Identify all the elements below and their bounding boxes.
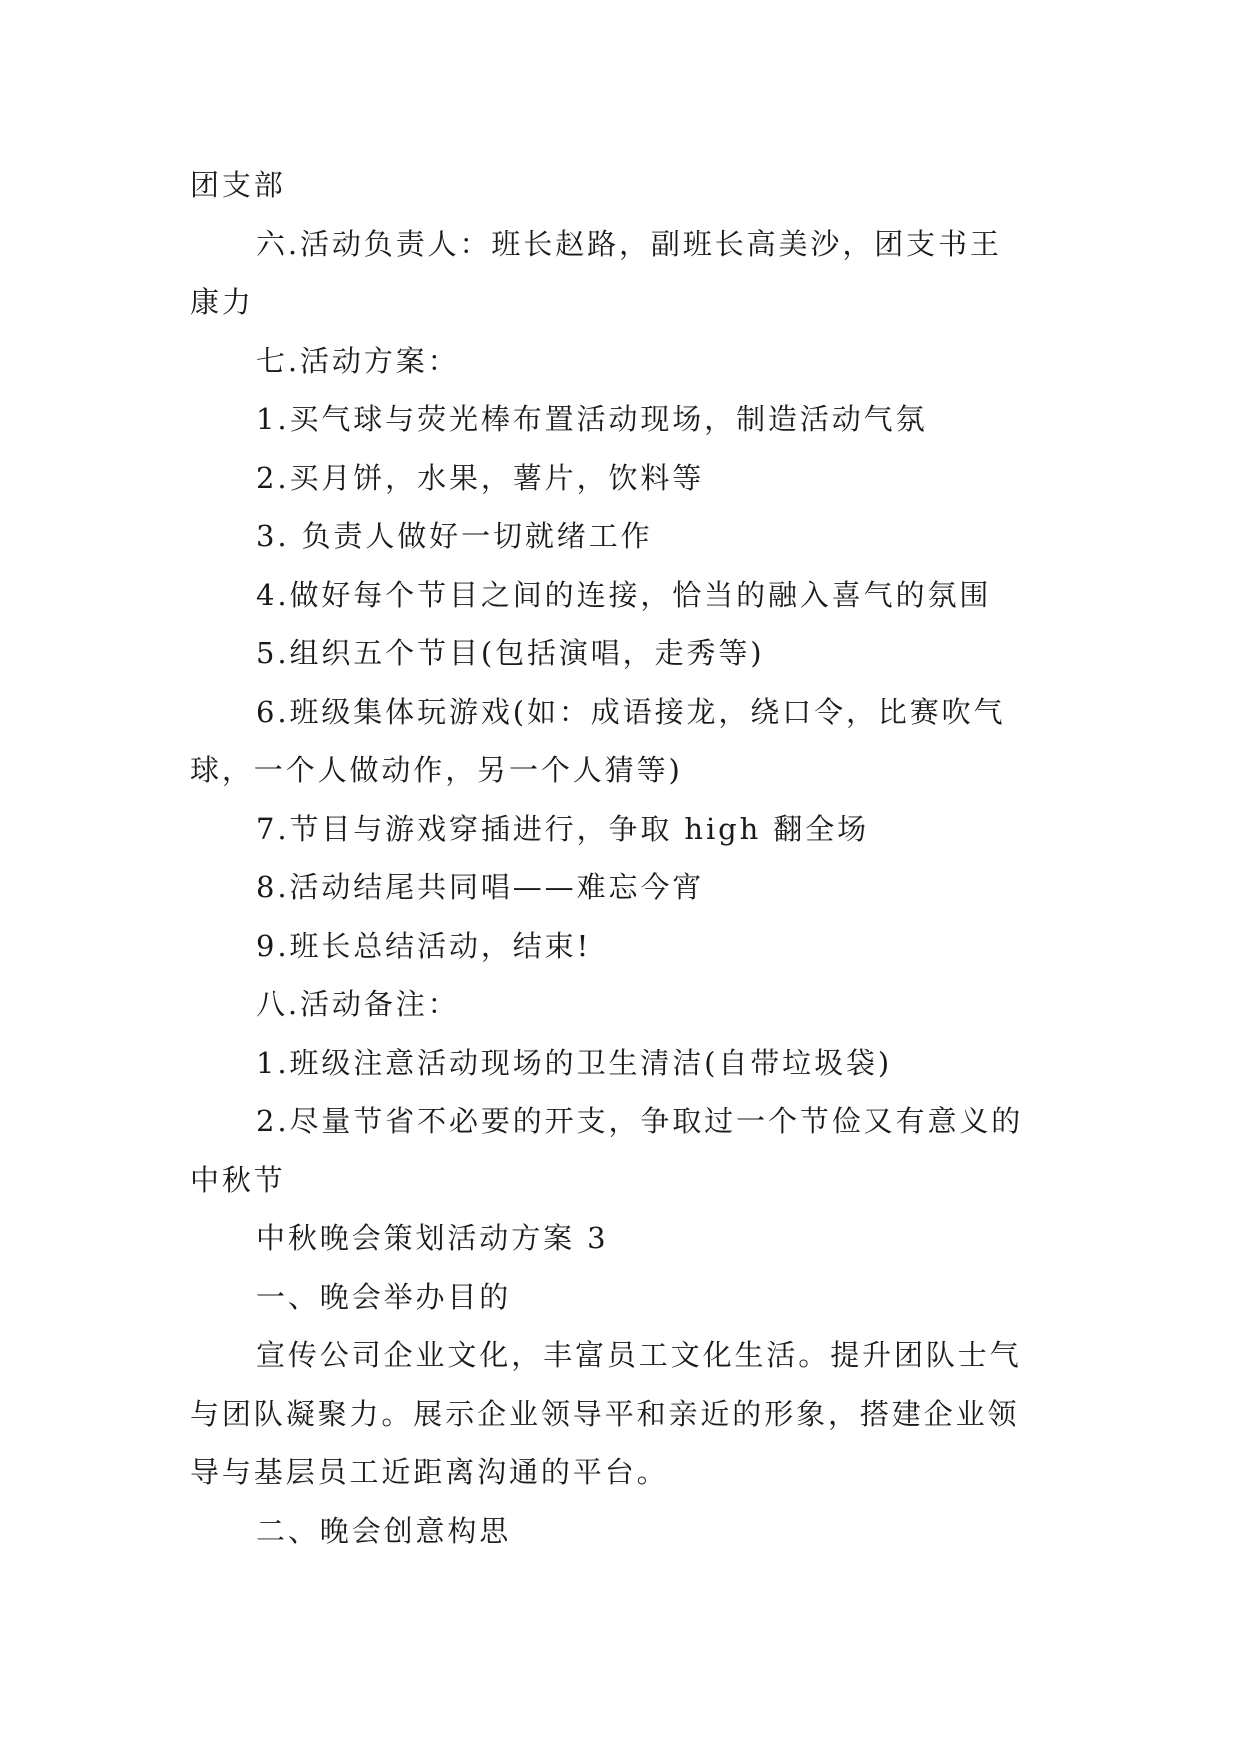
paragraph-plan-item-9 [190,917,1056,976]
paragraph-section-7-heading [190,332,1056,391]
paragraph-plan-item-2 [190,449,1056,508]
paragraph-note-item-1 [190,1034,1056,1093]
text-line: 1.买气球与荧光棒布置活动现场，制造活动气氛 [256,402,928,436]
text-line: 8.活动结尾共同唱——难忘今宵 [256,870,705,904]
paragraph-plan-item-1 [190,390,1056,449]
text-line: 导与基层员工近距离沟通的平台。 [190,1455,669,1489]
text-line: 3. 负责人做好一切就绪工作 [256,519,653,553]
text-line: 4.做好每个节目之间的连接，恰当的融入喜气的氛围 [256,577,992,612]
text-line: 9.班长总结活动，结束! [256,928,592,963]
text-line: 中秋晚会策划活动方案 3 [256,1221,609,1255]
text-line: 中秋节 [190,1162,286,1197]
text-line: 1.班级注意活动现场的卫生清洁(自带垃圾袋) [256,1045,893,1080]
paragraph-plan-item-3 [190,507,1056,566]
paragraph-note-item-2 [190,1092,1056,1209]
text-line: 康力 [190,285,254,319]
paragraph-section-6 [190,215,1056,332]
text-line: 团支部 [190,168,286,202]
paragraph-concept-heading [190,1502,1056,1561]
paragraph-plan-item-5 [190,624,1056,683]
text-line: 二、晚会创意构思 [256,1513,512,1548]
text-line: 7.节目与游戏穿插进行，争取 high 翻全场 [256,811,869,846]
text-line: 5.组织五个节目(包括演唱，走秀等) [256,636,765,670]
text-line: 宣传公司企业文化，丰富员工文化生活。提升团队士气 [256,1338,1022,1372]
text-line: 一、晚会举办目的 [256,1279,512,1314]
paragraph-plan-item-6 [190,683,1056,800]
paragraph-continuation [190,156,1056,215]
text-line: 七.活动方案： [256,343,460,378]
text-line: 6.班级集体玩游戏(如：成语接龙，绕口令，比赛吹气 [256,694,1006,729]
text-line: 六.活动负责人：班长赵路，副班长高美沙，团支书王 [256,226,1002,261]
paragraph-purpose-heading [190,1268,1056,1327]
text-line: 球，一个人做动作，另一个人猜等) [190,753,683,787]
text-line: 2.买月饼，水果，薯片，饮料等 [256,460,705,495]
paragraph-purpose-body [190,1326,1056,1502]
paragraph-plan-item-4 [190,566,1056,625]
paragraph-section-8-heading [190,975,1056,1034]
document-body [190,156,1056,1560]
paragraph-plan-item-7 [190,800,1056,859]
paragraph-plan-3-title [190,1209,1056,1268]
text-line: 八.活动备注： [256,987,460,1021]
text-line: 2.尽量节省不必要的开支，争取过一个节俭又有意义的 [256,1104,1024,1138]
paragraph-plan-item-8 [190,858,1056,917]
text-line: 与团队凝聚力。展示企业领导平和亲近的形象，搭建企业领 [190,1396,1020,1431]
